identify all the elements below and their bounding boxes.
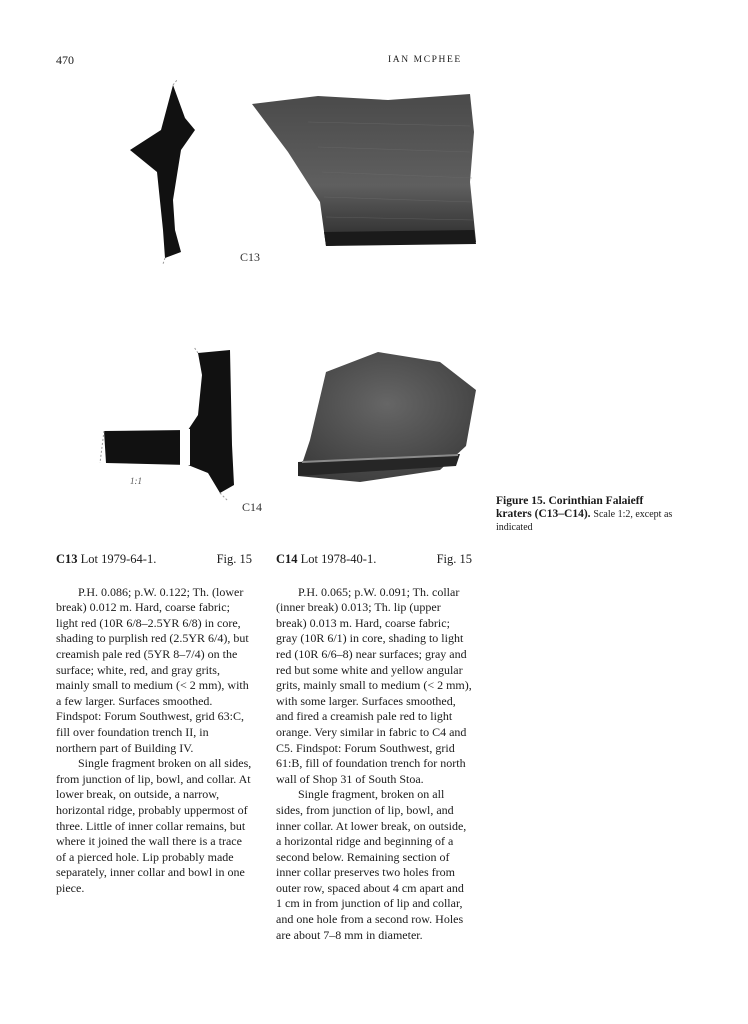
c14-photo-fragment [290, 350, 480, 490]
c13-figure-label: C13 [240, 250, 261, 264]
c13-profile-drawing [125, 80, 200, 265]
c13-photo-fragment [248, 92, 478, 252]
caption-scale: Scale 1:2, except as indicated [496, 509, 673, 533]
entry-lot: Lot 1979-64-1. [80, 552, 157, 566]
page-number: 470 [56, 53, 74, 67]
entry-id: C14 [276, 552, 298, 566]
figure-caption [496, 495, 681, 534]
running-head: IAN MCPHEE [388, 55, 462, 65]
c14-profile-drawing [98, 345, 238, 505]
scale-note: 1:1 [130, 476, 142, 486]
entry-fig-ref: Fig. 15 [436, 552, 472, 566]
entry-description: P.H. 0.086; p.W. 0.122; Th. (lower break) 0.012 m. Hard, coarse fabric; light red (10R 6/8–2.5YR 6/8) in core, shading to purplish red (2.5YR 6/4), but creamish pale red (5YR 8–7/4) on the surface; white, red, and gray grits, mainly small to medium (< 2 mm), with a few larger. Surfaces smoothed. Findspot: Forum Southwest, grid 63:C, fill over foundation trench II, in northern part of Building IV. [56, 584, 249, 755]
catalog-entry-c13 [56, 552, 252, 896]
entry-description: P.H. 0.065; p.W. 0.091; Th. collar (inner break) 0.013; Th. lip (upper break) 0.013 m. Hard, coarse fabric; gray (10R 6/1) in core, shading to light red (10R 6/6–8) near surfaces; gray and red but some white and yellow angular grits, mainly small to medium (< 2 mm), with some larger. Surfaces smoothed, and fired a creamish pale red to light orange. Very similar in fabric to C4 and C5. Findspot: Forum Southwest, grid 61:B, fill of foundation trench for north wall of Shop 31 of South Stoa. [276, 584, 472, 786]
c14-figure-label: C14 [242, 500, 263, 514]
entry-commentary: Single fragment, broken on all sides, from junction of lip, bowl, and inner collar. At lower break, on outside, a horizontal ridge and beginning of a second below. Remaining section of inner collar preserves two holes from outer row, spaced about 4 cm apart and 1 cm in from junction of lip and collar, and one hole from a second row. Holes are about 7–8 mm in diameter. [276, 787, 467, 942]
catalog-entry-c14 [276, 552, 472, 943]
entry-id: C13 [56, 552, 78, 566]
entry-fig-ref: Fig. 15 [216, 552, 252, 566]
entry-commentary: Single fragment broken on all sides, from junction of lip, bowl, and collar. At lower break, on outside, a narrow, horizontal ridge, probably uppermost of three. Little of inner collar remains, but where it joined the wall there is a trace of a pierced hole. Lip probably made separately, inner collar and bowl in one piece. [56, 756, 252, 895]
entry-lot: Lot 1978-40-1. [300, 552, 377, 566]
caption-title: Figure 15. Corinthian Falaieff kraters (C13–C14). [496, 495, 644, 520]
